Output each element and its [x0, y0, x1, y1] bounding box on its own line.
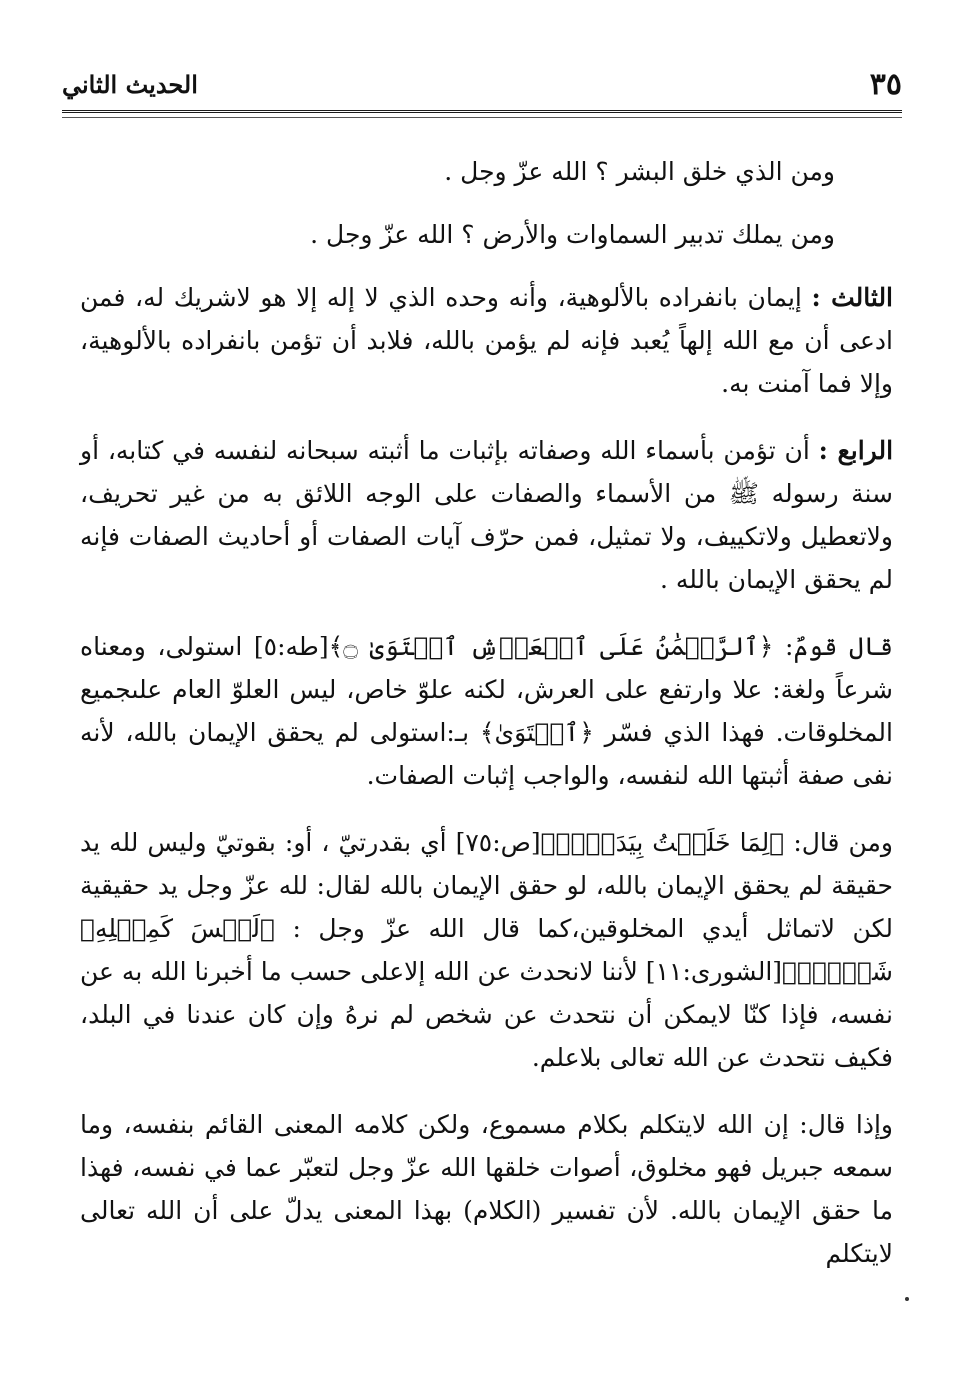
- paragraph-text: وإذا قال: إن الله لايتكلم بكلام مسموع، ولكن كلامه المعنى القائم بنفسه، وما سمعه جبريل فهو مخلوق، أصوات خلقها الله عزّ وجل لتعبّر عما في نفسه، فهذا ما حقق الإيمان بالله. لأن تفسير (الكلام) بهذا المعنى يدلّ على أن الله تعالى لايتكلم: [80, 1110, 893, 1268]
- paragraph-1: [80, 150, 893, 193]
- paragraph-text: قال قومٌ: ﴿ٱلرَّحۡمَٰنُ عَلَى ٱلۡعَرۡشِ ٱسۡتَوَىٰ ۝﴾[طه:٥] استولى، ومعناه شرعاً ولغة: علا وارتفع على العرش، لكنه علوّ خاص، ليس العلوّ العام علىجميع المخلوقات. فهذا الذي فسّر ﴿ٱسۡتَوَىٰ﴾ بـ:استولى لم يحقق الإيمان بالله، لأنه نفى صفة أثبتها الله لنفسه، والواجب إثبات الصفات.: [80, 632, 893, 790]
- paragraph-text: أن تؤمن بأسماء الله وصفاته بإثبات ما أثبته سبحانه لنفسه في كتابه، أو سنة رسوله ﷺ من الأسماء والصفات على الوجه اللائق به من غير تحريف، ولاتعطيل ولاتكييف، ولا تمثيل، فمن حرّف آيات الصفات أو أحاديث الصفات فإنه لم يحقق الإيمان بالله .: [80, 436, 893, 594]
- paragraph-istawa: [80, 625, 893, 797]
- paragraph-yadayya: [80, 821, 893, 1079]
- running-title: الحديث الثاني: [62, 70, 198, 99]
- paragraph-text: ومن الذي خلق البشر ؟ الله عزّ وجل .: [444, 157, 835, 186]
- paragraph-text: ومن قال: ﴿لِمَا خَلَقۡتُ بِيَدَيَّۖ﴾[ص:٧٥] أي بقدرتيّ ، أو: بقوتيّ وليس لله يد حقيقة لم يحقق الإيمان بالله، لو حقق الإيمان بالله لقال: لله عزّ وجل يد حقيقية لكن لاتماثل أيدي المخلوقين،كما قال الله عزّ وجل : ﴿لَيۡسَ كَمِثۡلِهِۦ شَيۡءٞۖ﴾[الشورى:١١] لأننا لانحدث عن الله إلاعلى حسب ما أخبرنا الله به عن نفسه، فإذا كنّا لايمكن أن نتحدث عن شخص لم نرهُ وإن كان عندنا في البلد، فكيف نتحدث عن الله تعالى بلاعلم.: [80, 828, 893, 1072]
- paragraph-lead: الثالث :: [811, 283, 894, 312]
- paragraph-2: [80, 213, 893, 256]
- header-rule: [62, 110, 902, 118]
- paragraph-lead: الرابع :: [818, 436, 894, 465]
- paragraph-kalam: [80, 1103, 893, 1275]
- margin-mark: [905, 1297, 909, 1301]
- paragraph-fourth: [80, 429, 893, 601]
- paragraph-text: ومن يملك تدبير السماوات والأرض ؟ الله عزّ وجل .: [310, 220, 835, 249]
- paragraph-third: [80, 276, 893, 405]
- paragraph-text: إيمان بانفراده بالألوهية، وأنه وحده الذي لا إله إلا هو لاشريك له، فمن ادعى أن مع الله إلهاً يُعبد فإنه لم يؤمن بالله، فلابد أن تؤمن بانفراده بالألوهية، وإلا فما آمنت به.: [80, 283, 893, 398]
- page-body: [80, 150, 893, 1299]
- page-number: ٣٥: [869, 67, 902, 102]
- page-header: [62, 66, 902, 106]
